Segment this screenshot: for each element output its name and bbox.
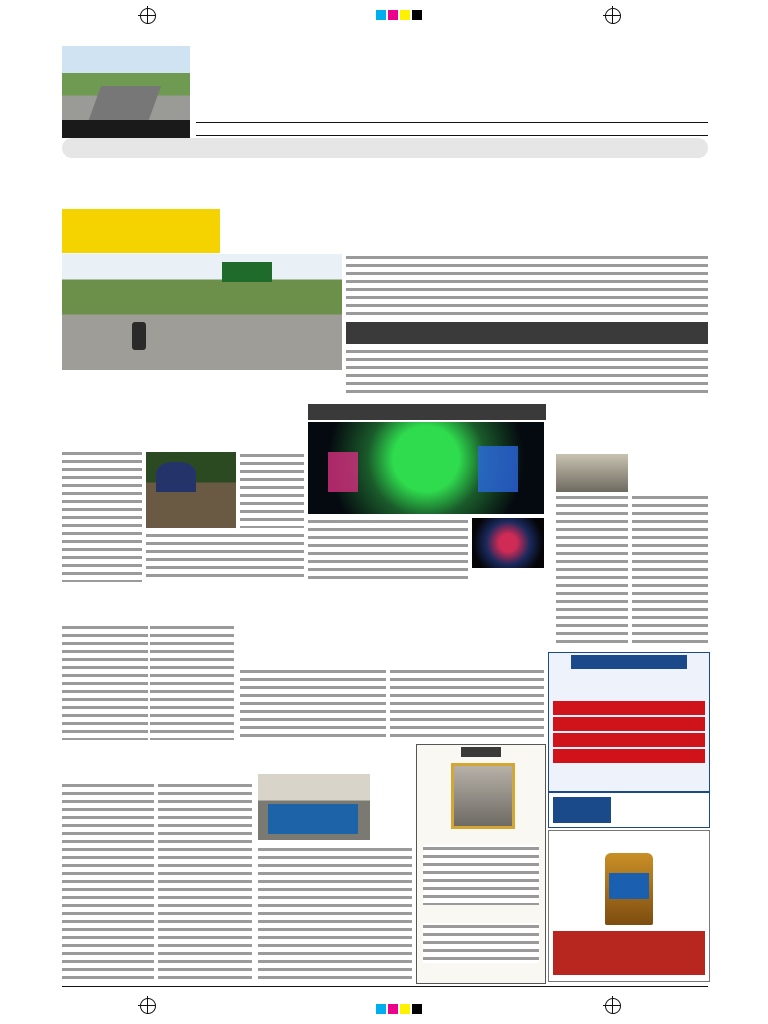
lights-photo	[308, 422, 544, 514]
lead-body-text	[346, 254, 708, 318]
color-bar	[376, 10, 422, 20]
motorbike-rider	[132, 322, 146, 350]
rashtra-body	[308, 518, 468, 584]
lead-yellow-box	[62, 209, 220, 253]
registration-mark	[605, 998, 621, 1014]
btex-tagline	[553, 931, 705, 975]
court-body-2	[150, 624, 234, 740]
court-body	[62, 624, 148, 740]
road-sign	[222, 262, 272, 282]
rashtra-head-bg	[308, 404, 546, 420]
obit-body-2	[423, 923, 539, 963]
btex-brand	[609, 873, 649, 899]
vijapur-photo	[258, 774, 370, 840]
footer-rule	[62, 986, 708, 987]
color-bar	[376, 1004, 422, 1014]
accident-body-2	[240, 452, 304, 528]
festival-banner	[571, 655, 687, 669]
accident-body	[62, 450, 142, 582]
lead-kicker-bg	[62, 138, 708, 158]
festival-offer-1	[553, 701, 705, 715]
obit-body	[423, 845, 539, 905]
accident-body-3	[146, 532, 304, 582]
lights-photo-2	[472, 518, 544, 568]
registration-mark	[140, 998, 156, 1014]
btex-bottle	[605, 853, 653, 925]
festival-logo	[553, 797, 611, 823]
lead-subhead-bg	[346, 322, 708, 344]
kherva-body-2	[390, 668, 544, 740]
obituary-box	[416, 744, 546, 984]
festival-ad	[548, 652, 710, 792]
festival-offer-3	[553, 733, 705, 747]
obit-label	[461, 747, 501, 757]
btex-ad	[548, 830, 710, 982]
kheralu-body	[62, 782, 154, 982]
vijapur-body	[258, 846, 412, 982]
lcb-body	[556, 494, 628, 644]
lead-body-text-2	[346, 348, 708, 394]
kherva-body	[240, 668, 386, 740]
registration-mark	[605, 8, 621, 24]
lcb-body-2	[632, 494, 708, 644]
dateline	[196, 122, 708, 136]
accident-photo	[146, 452, 236, 528]
kheralu-body-2	[158, 782, 252, 982]
obit-portrait	[451, 763, 515, 829]
registration-mark	[140, 8, 156, 24]
road-lead-photo	[62, 254, 342, 370]
photo-caption	[62, 120, 190, 138]
festival-offer-4	[553, 749, 705, 763]
festival-offer-2	[553, 717, 705, 731]
festival-contact	[548, 792, 710, 828]
